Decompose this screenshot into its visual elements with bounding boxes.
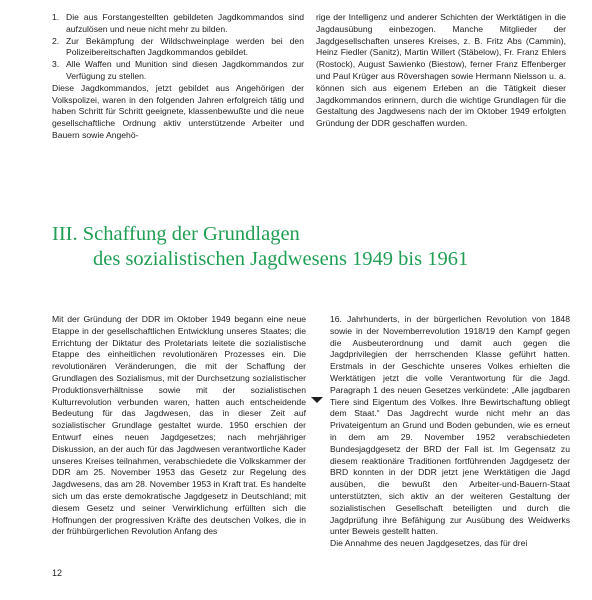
chapter-heading-line-2: des sozialistischen Jagdwesens 1949 bis 1961 <box>93 248 469 270</box>
body-right-column <box>330 314 570 550</box>
body-right-paragraph: 16. Jahrhunderts, in der bürgerlichen Revolution von 1848 sowie in der Novemberrevolution 1918/19 den Kampf gegen die Ausbeuterordnung und damit auch gegen die Jagdprivilegien der herrschenden Klasse geführt hatten. Erstmals in der Geschichte unseres Volkes erhielten die Werktätigen jetzt die volle Verantwortung für die Jagd. Paragraph 1 des neuen Gesetzes verkündete: „Alle jagdbaren Tiere sind Eigentum des Volkes. Ihre Bewirtschaftung obliegt dem Staat.“ Das Jagdrecht wurde nicht mehr an das Privateigentum an Grund und Boden gebunden, wie es erneut in dem am 29. November 1952 verabschiedeten Bundesjagdgesetz der BRD der Fall ist. Im Gegensatz zu diesem reaktionäre Traditionen fortführenden Jagdgesetz der BRD konnten in der DDR jetzt jene Werktätigen die Jagd ausüben, die bewußt den Arbeiter-und-Bauern-Staat unterstützten, sich aktiv an der weiteren Gestaltung der sozialistischen Gesellschaft beteiligten und durch die Jagdprüfung ihre Befähigung zur Ausübung des Weidwerks unter Beweis gestellt hatten. Die Annahme des neuen Jagdgesetzes, das für drei <box>330 314 570 549</box>
list-item-text: Zur Bekämpfung der Wildschweinplage werden bei den Polizeibereitschaften Jagdkommandos gebildet. <box>66 35 304 58</box>
page-number: 12 <box>52 568 63 578</box>
list-item: 1. Die aus Forstangestellten gebildeten Jagdkommandos sind aufzulösen und neue nicht mehr zu bilden. <box>52 12 304 34</box>
order-list <box>52 12 304 83</box>
list-item-text: Die aus Forstangestellten gebildeten Jagdkommandos sind aufzulösen und neue nicht mehr zu bilden. <box>66 12 304 34</box>
chapter-heading <box>52 222 572 272</box>
chapter-heading-line-1: III. Schaffung der Grundlagen <box>52 223 300 245</box>
body-left-paragraph: Mit der Gründung der DDR im Oktober 1949 begann eine neue Etappe in der gesellschaftlichen Entwicklung unseres Staates; die Errichtung der Diktatur des Proletariats leitete die sozialistische Etappe des einheitlichen revolutionären Prozesses ein. Die revolutionären Veränderungen, die mit der Schaffung der Grundlagen des Sozialismus, mit der Durchsetzung sozialistischer Produktionsverhältnisse sowie mit der sozialistischen Kulturrevolution verbunden waren, hatten auch entscheidende Bedeutung für das Jagdwesen, das in dieser Zeit auf sozialistischer Grundlage gestaltet wurde. 1950 erschien der Entwurf eines neuen Jagdgesetzes; nach mehrjähriger Diskussion, an der auch für das Jagdwesen verantwortliche Kader unseres Kreises teilnahmen, verabschiedete die Volkskammer der DDR am 25. November 1953 das Gesetz zur Regelung des Jagdwesens, das am 28. November 1953 in Kraft trat. Es handelte sich um das erste demokratische Jagdgesetz in Deutschland; mit diesem Gesetz und seiner Verwirklichung erfüllten sich die Hoffnungen der progressiven Kräfte des deutschen Volkes, die in der frühbürgerlichen Revolution Anfang des <box>52 314 306 537</box>
top-left-paragraph: Diese Jagdkommandos, jetzt gebildet aus Angehörigen der Volkspolizei, waren in den folgenden Jahren erfolgreich tätig und haben Schritt für Schritt geeignete, klassenbewußte und die neue gesellschaftliche Ordnung aktiv unterstützende Arbeiter und Bauern sowie Angehö- <box>52 82 304 140</box>
top-left-column <box>52 12 304 142</box>
top-right-paragraph: rige der Intelligenz und anderer Schichten der Werktätigen in die Jagdausübung einbezogen. Manche Mitglieder der Jagdgesellschaften unseres Kreises, z. B. Fritz Abs (Cammin), Heinz Fiedler (Sanitz), Martin Willert (Stäbelow), Fr. Franz Ehlers (Rostock), August Sawienko (Biestow), ferner Franz Effenberger und Paul Krüger aus Rövershagen sowie Hermann Nielsson u. a. können sich aus eigenem Erleben an die Tätigkeit dieser Jagdkommandos erinnern, durch die wichtige Grundlagen für die Gestaltung des Jagdwesens nach der im Oktober 1949 erfolgten Gründung der DDR geschaffen wurden. <box>316 12 566 129</box>
body-left-column <box>52 314 306 538</box>
top-right-column <box>316 12 566 130</box>
list-item: 3. Alle Waffen und Munition sind diesen Jagdkommandos zur Verfügung zu stellen. <box>52 59 304 81</box>
list-item: 2. Zur Bekämpfung der Wildschweinplage werden bei den Polizeibereitschaften Jagdkommandos gebildet. <box>52 35 304 58</box>
list-item-text: Alle Waffen und Munition sind diesen Jagdkommandos zur Verfügung zu stellen. <box>66 59 304 81</box>
margin-arrow-icon <box>311 397 323 403</box>
